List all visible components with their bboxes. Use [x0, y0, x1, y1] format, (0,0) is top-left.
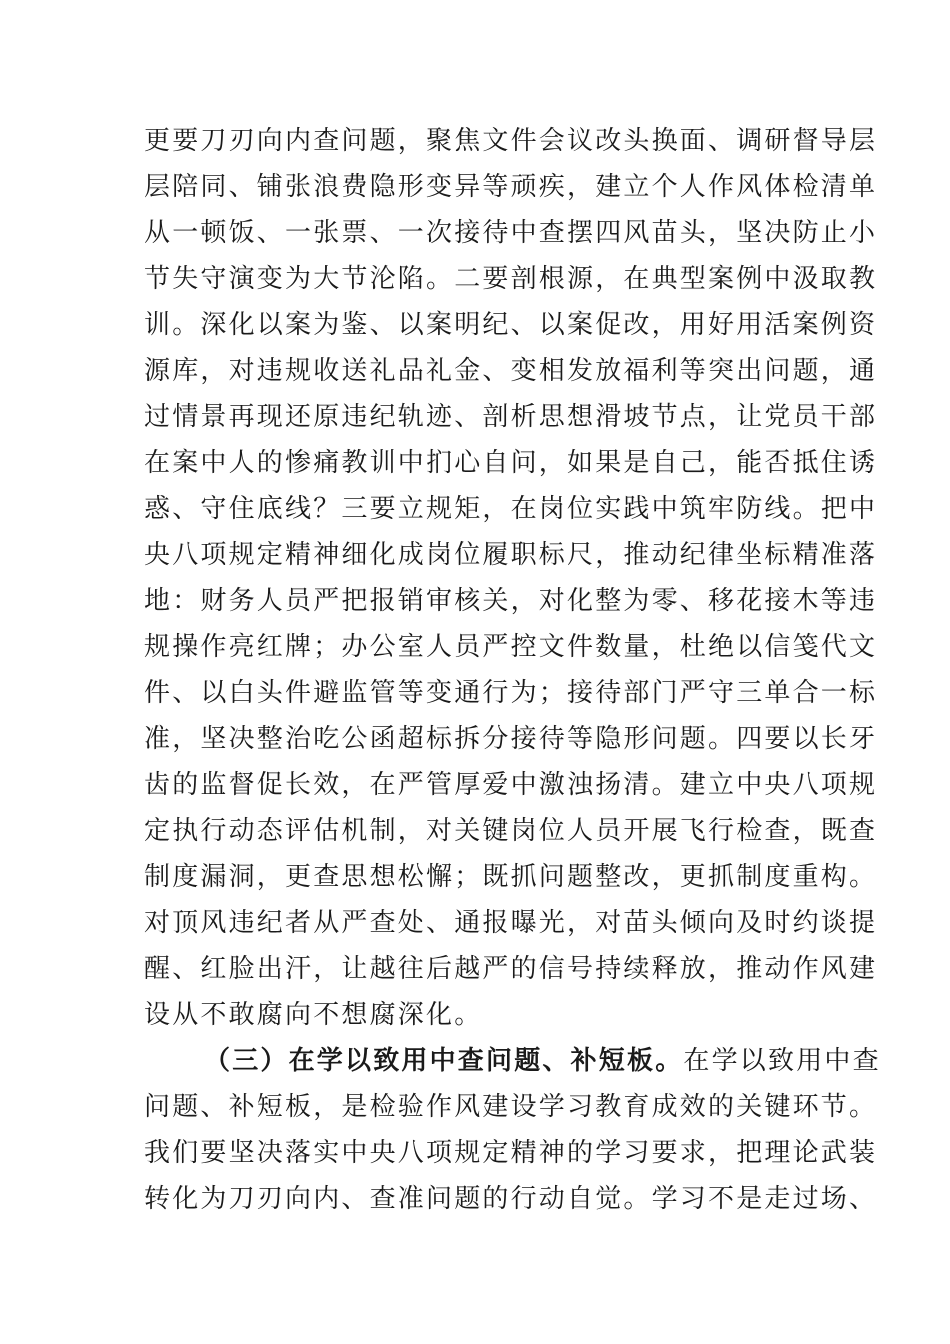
paragraph-line: 设从不敢腐向不想腐深化。 — [144, 1000, 483, 1030]
paragraph-line: 央八项规定精神细化成岗位履职标尺，推动纪律坐标精准落 — [144, 540, 878, 570]
paragraph-line: 定执行动态评估机制，对关键岗位人员开展飞行检查，既查 — [144, 816, 878, 846]
document-body — [144, 118, 881, 1222]
paragraph-line: 规操作亮红牌；办公室人员严控文件数量，杜绝以信笺代文 — [144, 632, 878, 662]
paragraph-line: 节失守演变为大节沦陷。二要剖根源，在典型案例中汲取教 — [144, 264, 878, 294]
paragraph-line: 对顶风违纪者从严查处、通报曝光，对苗头倾向及时约谈提 — [144, 908, 878, 938]
paragraph-line: 训。深化以案为鉴、以案明纪、以案促改，用好用活案例资 — [144, 310, 878, 340]
section-first-line — [144, 1038, 881, 1084]
paragraph-line: 制度漏洞，更查思想松懈；既抓问题整改，更抓制度重构。 — [144, 862, 878, 892]
paragraph-line: 更要刀刃向内查问题，聚焦文件会议改头换面、调研督导层 — [144, 126, 878, 156]
paragraph-line: 问题、补短板，是检验作风建设学习教育成效的关键环节。 — [144, 1092, 878, 1122]
paragraph-line: 醒、红脸出汗，让越往后越严的信号持续释放，推动作风建 — [144, 954, 878, 984]
paragraph-line: 从一顿饭、一张票、一次接待中查摆四风苗头，坚决防止小 — [144, 218, 878, 248]
paragraph-line: 地：财务人员严把报销审核关，对化整为零、移花接木等违 — [144, 586, 878, 616]
paragraph-line: 准，坚决整治吃公函超标拆分接待等隐形问题。四要以长牙 — [144, 724, 878, 754]
section-first-line-text: 在学以致用中查 — [683, 1046, 881, 1076]
paragraph-line: 层陪同、铺张浪费隐形变异等顽疾，建立个人作风体检清单 — [144, 172, 878, 202]
paragraph-line: 过情景再现还原违纪轨迹、剖析思想滑坡节点，让党员干部 — [144, 402, 878, 432]
paragraph-line: 惑、守住底线？三要立规矩，在岗位实践中筑牢防线。把中 — [144, 494, 878, 524]
paragraph-line: 在案中人的惨痛教训中扪心自问，如果是自己，能否抵住诱 — [144, 448, 878, 478]
paragraph-line: 件、以白头件避监管等变通行为；接待部门严守三单合一标 — [144, 678, 878, 708]
paragraph-line: 转化为刀刃向内、查准问题的行动自觉。学习不是走过场、 — [144, 1184, 878, 1214]
paragraph-line: 源库，对违规收送礼品礼金、变相发放福利等突出问题，通 — [144, 356, 878, 386]
paragraph-line: 我们要坚决落实中央八项规定精神的学习要求，把理论武装 — [144, 1138, 878, 1168]
section-heading: （三）在学以致用中查问题、补短板。 — [204, 1046, 684, 1076]
paragraph-line: 齿的监督促长效，在严管厚爱中激浊扬清。建立中央八项规 — [144, 770, 878, 800]
